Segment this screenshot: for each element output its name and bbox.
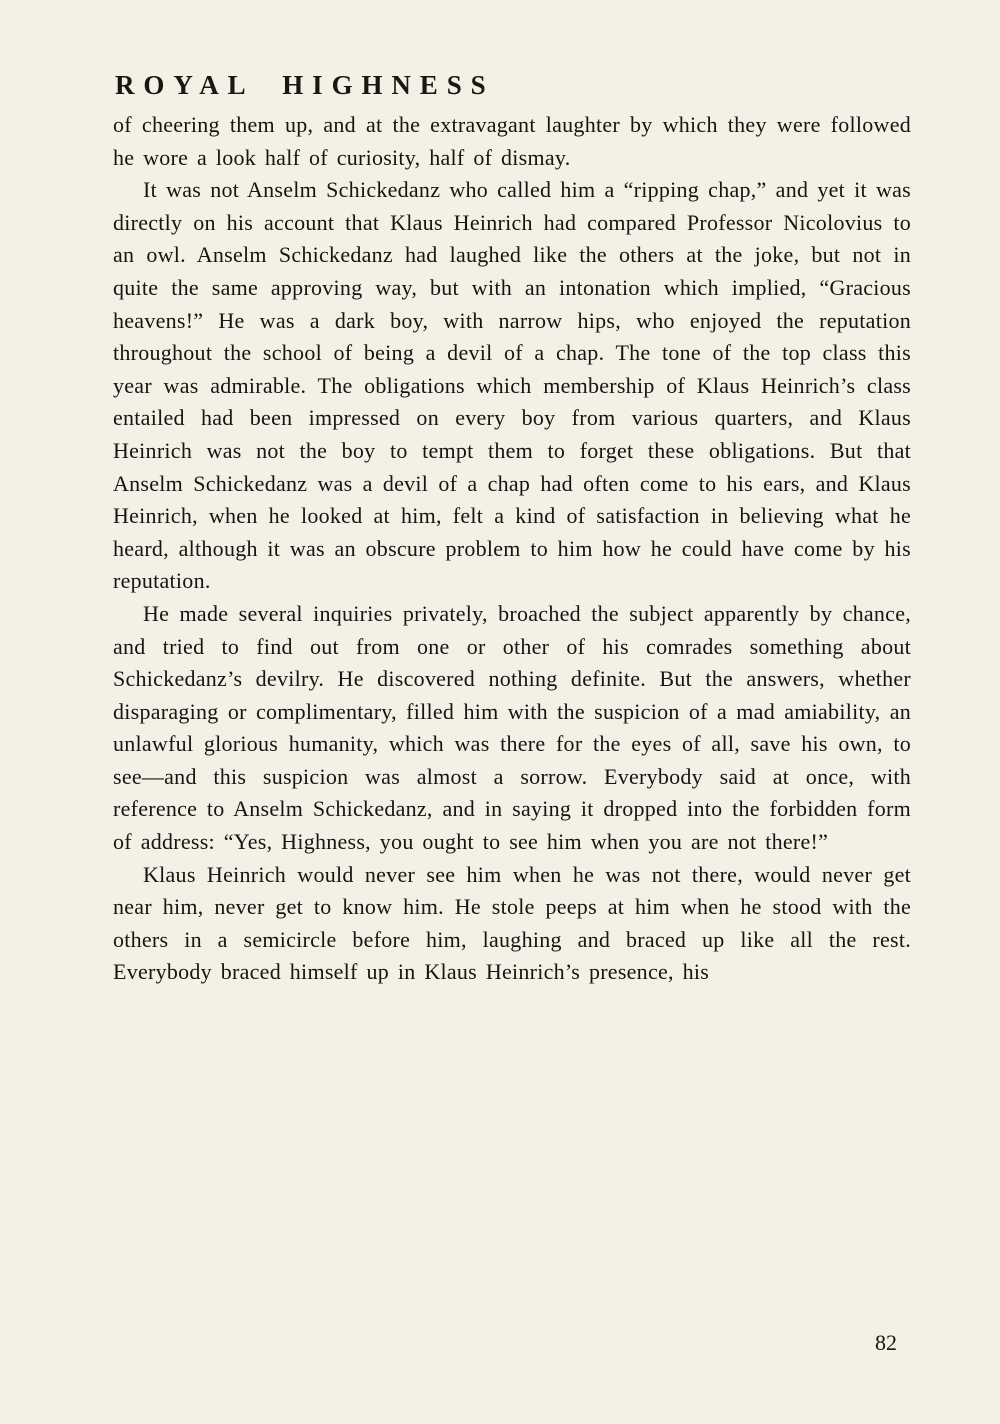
page-body [113,109,911,989]
paragraph: He made several inquiries privately, broached the subject apparently by chance, and tried to find out from one or other of his comrades something about Schickedanz’s devilry. He discovered nothing definite. But the answers, whether disparaging or complimentary, filled him with the suspicion of a mad amiability, an unlawful glorious humanity, which was there for the eyes of all, save his own, to see—and this suspicion was almost a sorrow. Everybody said at once, with reference to Anselm Schickedanz, and in saying it dropped into the forbidden form of address: “Yes, Highness, you ought to see him when you are not there!” [113,600,911,855]
paragraph: It was not Anselm Schickedanz who called him a “ripping chap,” and yet it was directly on his account that Klaus Heinrich had compared Professor Nicolovius to an owl. Anselm Schickedanz had laughed like the others at the joke, but not in quite the same approving way, but with an intonation which implied, “Gracious heavens!” He was a dark boy, with narrow hips, who enjoyed the reputation throughout the school of being a devil of a chap. The tone of the top class this year was admirable. The obligations which membership of Klaus Heinrich’s class entailed had been impressed on every boy from various quarters, and Klaus Heinrich was not the boy to tempt them to forget these obligations. But that Anselm Schickedanz was a devil of a chap had often come to his ears, and Klaus Heinrich, when he looked at him, felt a kind of satisfaction in believing what he heard, although it was an obscure problem to him how he could have come by his reputation. [113,177,911,594]
running-head: ROYAL HIGHNESS [115,70,495,100]
page-number: 82 [875,1330,897,1355]
paragraph: Klaus Heinrich would never see him when he was not there, would never get near him, never get to know him. He stole peeps at him when he stood with the others in a semicircle before him, laughing and braced up like all the rest. Everybody braced himself up in Klaus Heinrich’s presence, his [113,861,911,985]
book-page [113,70,911,989]
paragraph: of cheering them up, and at the extravagant laughter by which they were followed he wore a look half of curiosity, half of dismay. [113,112,911,170]
